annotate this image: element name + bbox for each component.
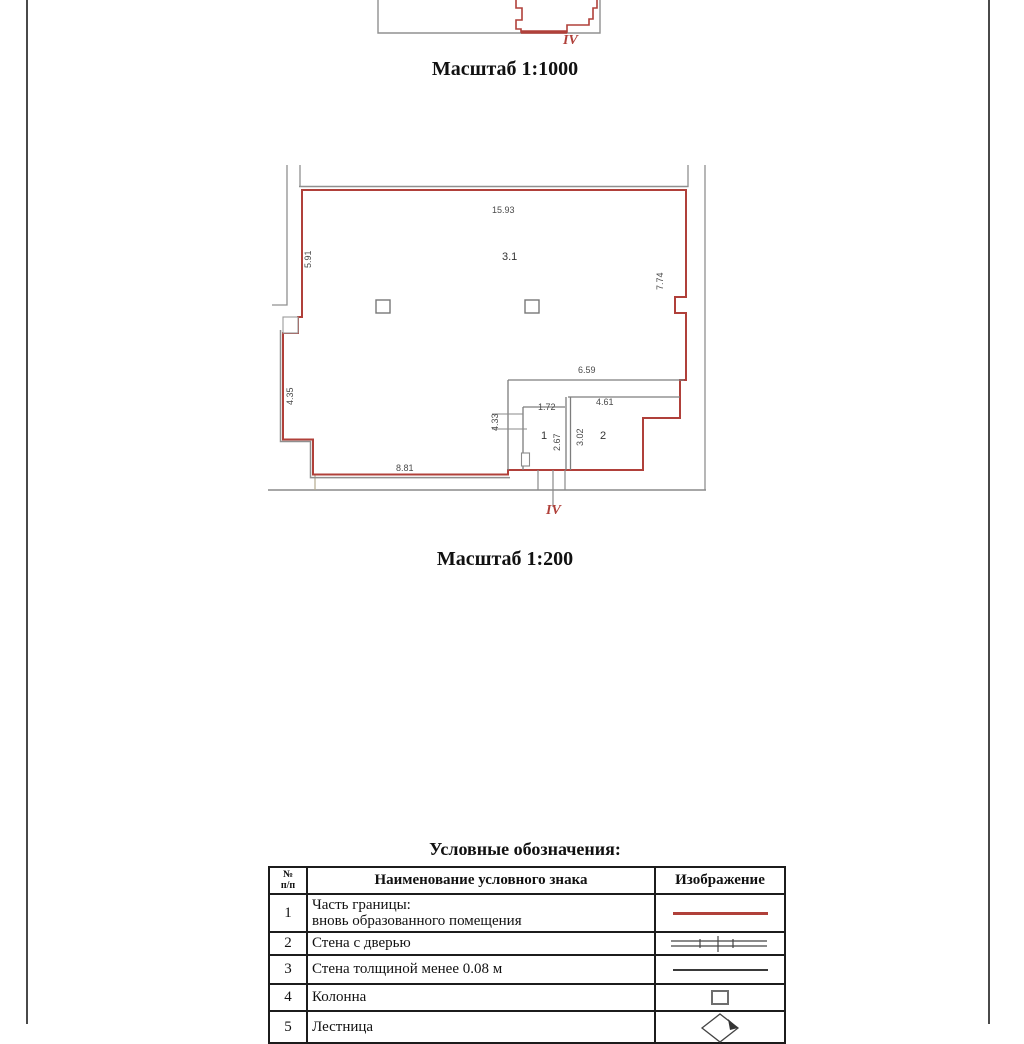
boundary-red-line-icon (673, 912, 768, 915)
legend-header-row (269, 867, 785, 894)
dim-top: 15.93 (492, 205, 515, 215)
legend-row2-image (655, 932, 785, 955)
legend-row1-name-line1: Часть границы: (312, 896, 411, 913)
dim-left-lower: 4.35 (285, 387, 295, 405)
legend-row4-image (655, 984, 785, 1011)
legend-row3-name: Стена толщиной менее 0.08 м (307, 955, 655, 984)
legend-row1-name-line2: вновь образованного помещения (312, 913, 522, 929)
legend-row3-image (655, 955, 785, 984)
legend-col-num-line2: п/п (280, 879, 296, 891)
legend-table (268, 866, 786, 1044)
stairs-icon (700, 1012, 740, 1042)
section-mark-iv-top: IV (563, 33, 578, 48)
legend-col-num-line1: № (282, 869, 294, 880)
legend-row5-name: Лестница (307, 1011, 655, 1043)
dim-inner-right: 4.61 (596, 397, 614, 407)
wall-with-door-icon (669, 936, 771, 952)
legend-row-stairs (269, 1011, 785, 1043)
legend-title: Условные обозначения: (429, 839, 621, 859)
legend-row2-name: Стена с дверью (307, 932, 655, 955)
legend-row-boundary (269, 894, 785, 932)
legend-row4-name: Колонна (307, 984, 655, 1011)
legend-col-image: Изображение (655, 867, 785, 894)
legend-row-thin-wall (269, 955, 785, 984)
dim-bottom: 8.81 (396, 463, 414, 473)
dim-right: 7.74 (655, 272, 665, 290)
room-label-2: 2 (600, 430, 607, 442)
legend-row2-num: 2 (269, 932, 307, 955)
scale-1000-caption: Масштаб 1:1000 (431, 58, 579, 80)
legend-row5-image (655, 1011, 785, 1043)
legend-row4-num: 4 (269, 984, 307, 1011)
legend-row1-num: 1 (269, 894, 307, 932)
section-mark-iv-bottom: IV (546, 503, 561, 518)
dim-left-upper: 5.91 (303, 250, 313, 268)
legend-row-column (269, 984, 785, 1011)
legend-row1-name (307, 894, 655, 932)
legend-row1-image (655, 894, 785, 932)
legend-row3-num: 3 (269, 955, 307, 984)
page-frame-left (26, 0, 28, 1024)
dim-room1-top: 1.72 (538, 402, 556, 412)
dim-room1-height: 2.67 (552, 433, 562, 451)
legend-col-name: Наименование условного знака (307, 867, 655, 894)
dim-room2-height: 3.02 (575, 428, 585, 446)
floor-plan-200-drawing (265, 160, 710, 515)
legend-row5-num: 5 (269, 1011, 307, 1043)
legend-row-wall-door (269, 932, 785, 955)
scale-200-caption: Масштаб 1:200 (436, 548, 574, 570)
dim-inner-top: 6.59 (578, 365, 596, 375)
page-frame-right (988, 0, 990, 1024)
dim-inner-left: 4.33 (490, 413, 500, 431)
room-label-1: 1 (541, 430, 548, 442)
room-label-main: 3.1 (502, 251, 518, 263)
column-square-icon (711, 990, 729, 1005)
thin-wall-line-icon (673, 969, 768, 971)
legend-col-num (269, 867, 307, 894)
